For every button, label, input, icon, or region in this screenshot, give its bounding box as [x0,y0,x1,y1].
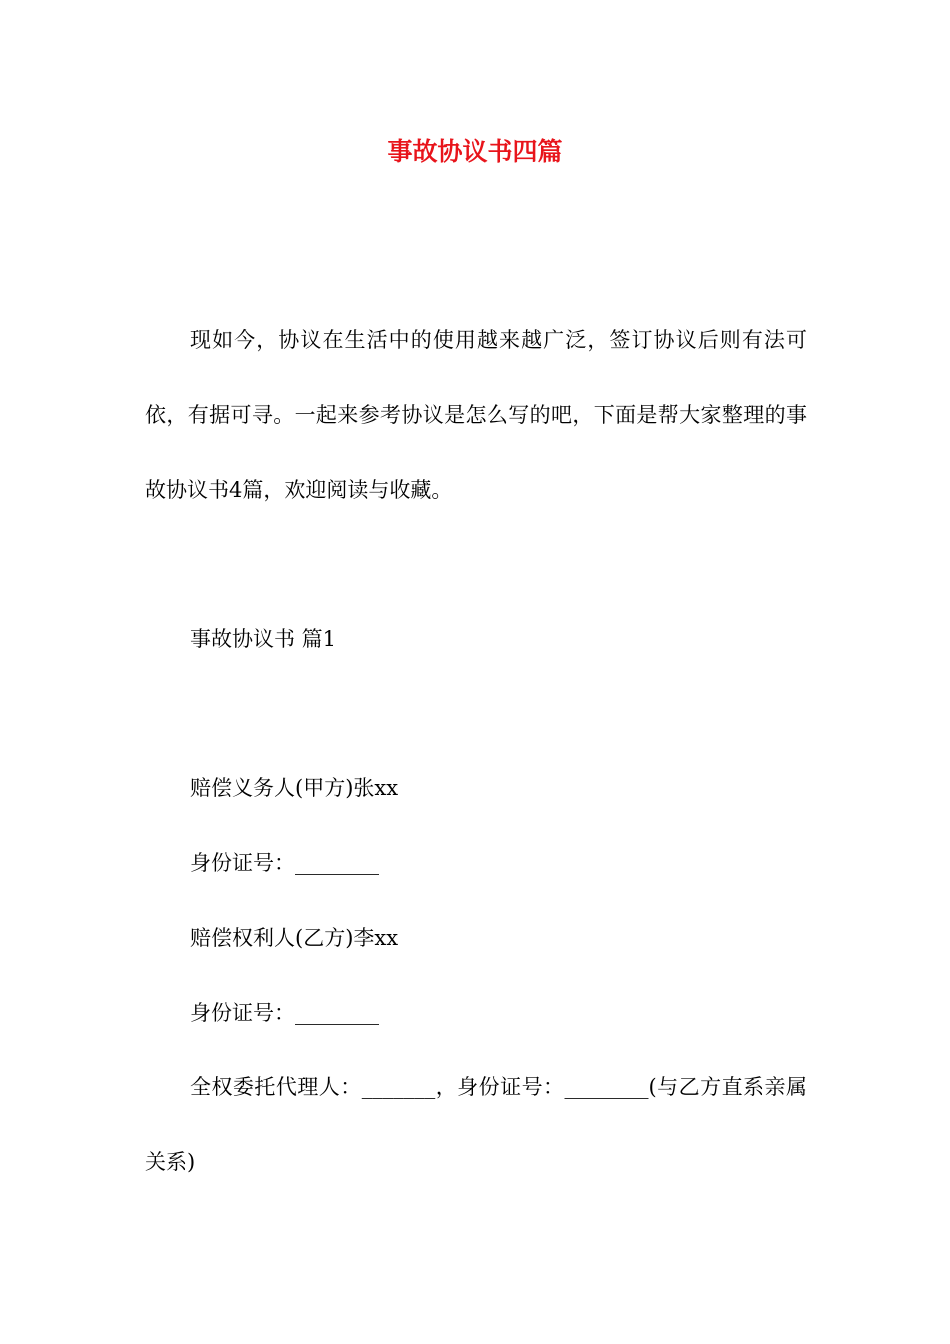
document-title: 事故协议书四篇 [387,137,563,166]
intro-paragraph: 现如今，协议在生活中的使用越来越广泛，签订协议后则有法可依，有据可寻。一起来参考协议是怎么写的吧，下面是帮大家整理的事故协议书4篇，欢迎阅读与收藏。 [145,328,807,502]
obligor-line: 赔偿义务人(甲方)张xx [190,776,399,800]
obligee-line: 赔偿权利人(乙方)李xx [190,926,399,950]
agent-paragraph: 全权委托代理人：_______，身份证号：________(与乙方直系亲属关系) [145,1075,807,1174]
section-heading: 事故协议书 篇1 [190,627,337,651]
obligee-id-line: 身份证号：________ [190,1001,379,1025]
obligor-id-line: 身份证号：________ [190,851,379,875]
